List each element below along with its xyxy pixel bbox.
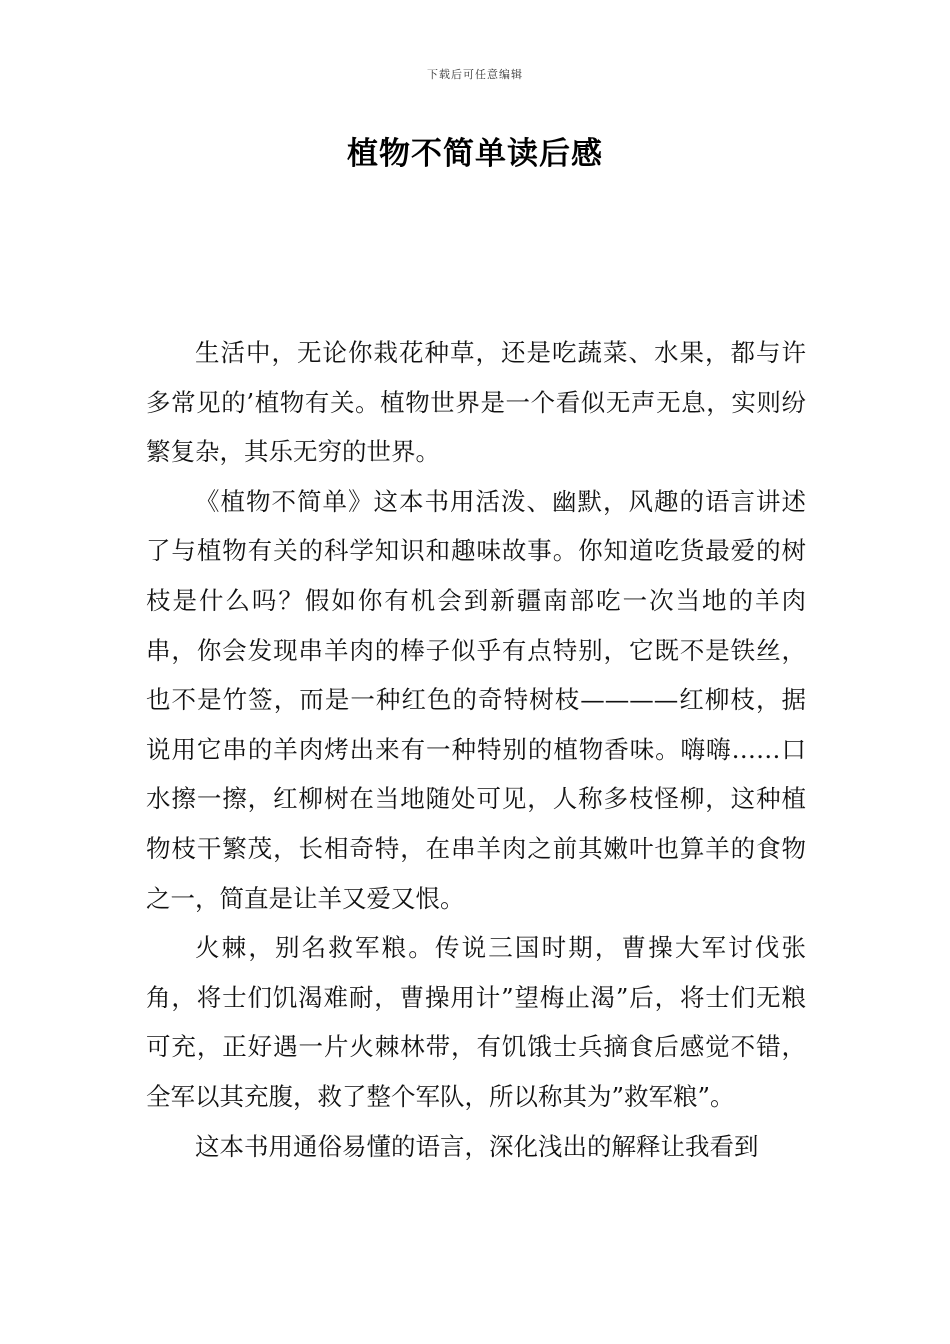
paragraph-3: 火棘，别名救军粮。传说三国时期，曹操大军讨伐张角，将士们饥渴难耐，曹操用计”望梅止渴”后，将士们无粮可充，正好遇一片火棘林带，有饥饿士兵摘食后感觉不错，全军以其充腹，救了整个军队，所以称其为”救军粮”。 — [146, 933, 806, 1111]
paragraph-2: 《植物不简单》这本书用活泼、幽默，风趣的语言讲述了与植物有关的科学知识和趣味故事。你知道吃货最爱的树枝是什么吗？假如你有机会到新疆南部吃一次当地的羊肉串，你会发现串羊肉的棒子似乎有点特别，它既不是铁丝，也不是竹签，而是一种红色的奇特树枝————红柳枝，据说用它串的羊肉烤出来有一种特别的植物香味。嗨嗨……口水擦一擦，红柳树在当地随处可见，人称多枝怪柳，这种植物枝干繁茂，长相奇特，在串羊肉之前其嫩叶也算羊的食物之一，简直是让羊又爱又恨。 — [146, 486, 806, 913]
page-title: 植物不简单读后感 — [347, 136, 603, 172]
header-note: 下载后可任意编辑 — [427, 68, 523, 81]
paragraph-4: 这本书用通俗易懂的语言，深化浅出的解释让我看到 — [195, 1131, 759, 1161]
paragraph-1: 生活中，无论你栽花种草，还是吃蔬菜、水果，都与许多常见的’植物有关。植物世界是一个看似无声无息，实则纷繁复杂，其乐无穷的世界。 — [146, 338, 806, 467]
article-body — [146, 328, 806, 1171]
